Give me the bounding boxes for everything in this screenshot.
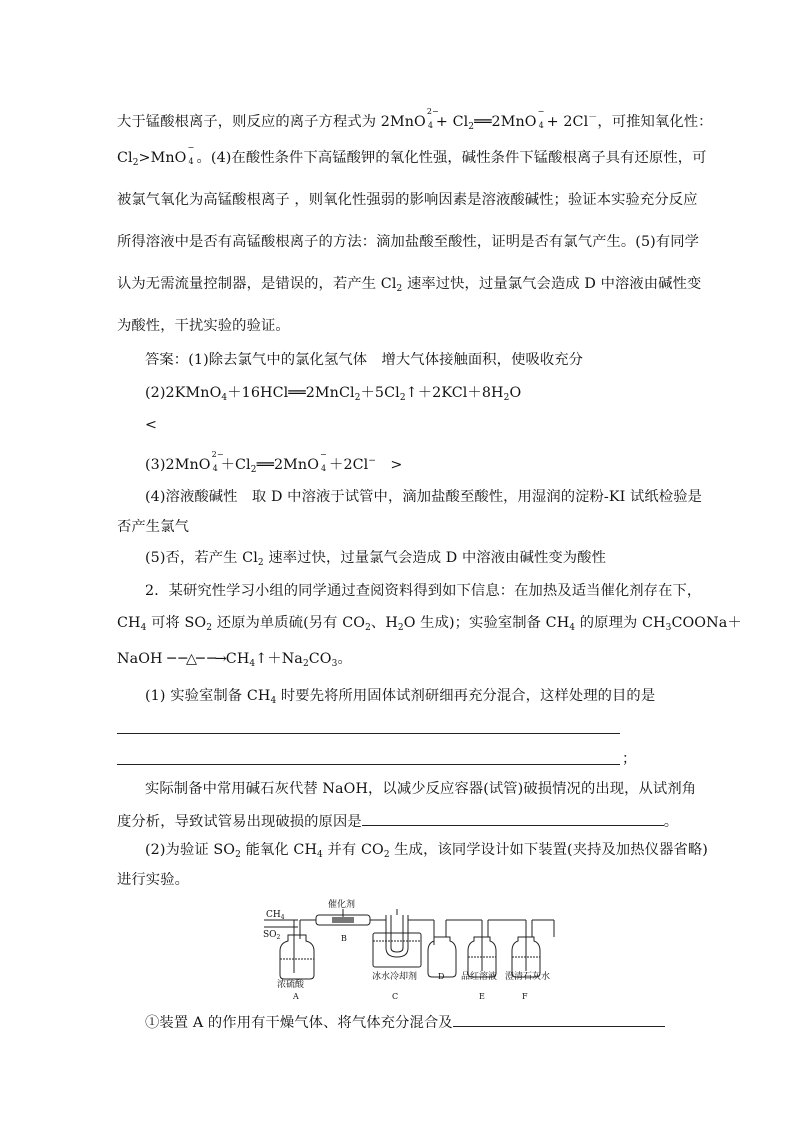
label-a: A (293, 992, 299, 1001)
reagent-f: 澄清石灰水 (505, 972, 551, 982)
answer-line7: (5)否，若产生 $Cl_2$ 速率过快，过量氯气会造成 D 中溶液由碱性变为酸性 (145, 550, 606, 568)
q2-sub2-line2: 进行实验。 (117, 872, 189, 888)
answer-line1: 答案：(1)除去氯气中的氯化氢气体 增大气体接触面积，使吸收充分 (145, 352, 584, 368)
q2-sub1-line3: 度分析，导致试管易出现破损的原因是 。 (117, 811, 678, 832)
bottle-e (468, 920, 526, 977)
q2-sub1-line2: 实际制备中常用碱石灰代替 NaOH，以减少反应容器(试管)破损情况的出现，从试剂角 (145, 781, 697, 797)
bottle-d (428, 920, 482, 977)
label-c: C (392, 992, 399, 1001)
answer-line5: (4)溶液酸碱性 取 D 中溶液于试管中，滴加盐酸至酸性，用湿润的淀粉-KI 试纸检验是 (145, 489, 702, 505)
reagent-c: 冰水冷却剂 (372, 972, 418, 982)
q2-line3: NaOH ─ ─△─ $─\to CH_4↑+Na_2CO_3$。 (117, 651, 352, 669)
semicolon: ； (622, 751, 637, 767)
superscript-subscript: 2− 4 (211, 450, 224, 473)
para1-line1: 大于锰酸根离子，则反应的离子方程式为 2MnO 2− 4 + $Cl_2══2MnO$ − 4 + 2Cl－，可推知氧化性： (117, 107, 713, 132)
para1-line2: $Cl_2>MnO$ − 4 。(4)在酸性条件下高锰酸钾的氧化性强，碱性条件下锰酸根离子具有还原性，可 (117, 143, 707, 168)
reagent-a: 浓硫酸 (277, 980, 305, 990)
answer-blank-3[interactable] (362, 811, 664, 826)
q2-line2: $CH_4$ 可将 $SO_2$ 还原为单质硫(另有 $CO_2$、$H_2O$ 生成)；实验室制备 $CH_4$ 的原理为 $CH_3COONa+$ (117, 615, 742, 633)
q2-sub2-item1: ①装置 A 的作用有干燥气体、将气体充分混合及 (145, 1012, 665, 1033)
para1-line5: 认为无需流量控制器，是错误的，若产生 $Cl_2$ 速率过快，过量氯气会造成 D 中溶液由碱性变 (117, 276, 702, 294)
superscript-subscript: 2− 4 (426, 107, 439, 130)
bottle-a (280, 929, 314, 979)
bottle-f (512, 920, 554, 977)
answer-line4: (3)2MnO 2− 4 $+Cl_2══2MnO$ − 4 ＋2Cl− > (145, 450, 403, 475)
answer-line3: < (145, 417, 158, 433)
superscript-subscript: − 4 (320, 450, 327, 473)
label-b: B (341, 934, 347, 943)
answer-line2: $(2)2KMnO_4+16HCl══2MnCl_2+5Cl_2↑+2KCl+8H_2O$ (145, 385, 522, 403)
cooling-c (373, 909, 434, 967)
answer-blank-2[interactable] (117, 764, 620, 765)
reaction-arrow: ─ ─△─ ─→ (167, 651, 226, 667)
q2-line1: 2．某研究性学习小组的同学通过查阅资料得到如下信息：在加热及适当催化剂存在下， (145, 583, 702, 599)
answer-line6: 否产生氯气 (117, 519, 189, 535)
para1-line3: 被氯气氧化为高锰酸根离子 ，则氧化性强弱的影响因素是溶液酸碱性；验证本实验充分反应 (117, 192, 698, 208)
para1-line6: 为酸性，干扰实验的验证。 (117, 318, 290, 334)
label-e: E (479, 992, 485, 1001)
answer-blank-1[interactable] (117, 733, 620, 734)
answer-blank-4[interactable] (453, 1012, 665, 1027)
svg-text:SO2: $SO_2$ (263, 930, 281, 941)
apparatus-diagram (250, 893, 570, 1005)
svg-text:CH4: $CH_4$ (266, 910, 285, 921)
label-d: D (438, 972, 445, 981)
q2-sub2-line1: (2)为验证 $SO_2$ 能氧化 $CH_4$ 并有 $CO_2$ 生成，该同学设计如下装置(夹持及加热仪器省略) (145, 842, 708, 860)
label-f: F (522, 992, 528, 1001)
reagent-e: 品红溶液 (461, 972, 498, 982)
para1-line4: 所得溶液中是否有高锰酸根离子的方法：滴加盐酸至酸性，证明是否有氯气产生。(5)有同学 (117, 234, 700, 250)
text: 大于锰酸根离子，则反应的离子方程式为 2MnO (117, 114, 426, 130)
superscript-subscript: − 4 (537, 107, 545, 130)
q2-sub1: (1) 实验室制备 $CH_4$ 时要先将所用固体试剂研细再充分混合，这样处理的目的是 (145, 688, 656, 706)
superscript-subscript: − 4 (187, 143, 195, 166)
catalyst-label: 催化剂 (328, 900, 356, 910)
tube-b (312, 909, 378, 925)
